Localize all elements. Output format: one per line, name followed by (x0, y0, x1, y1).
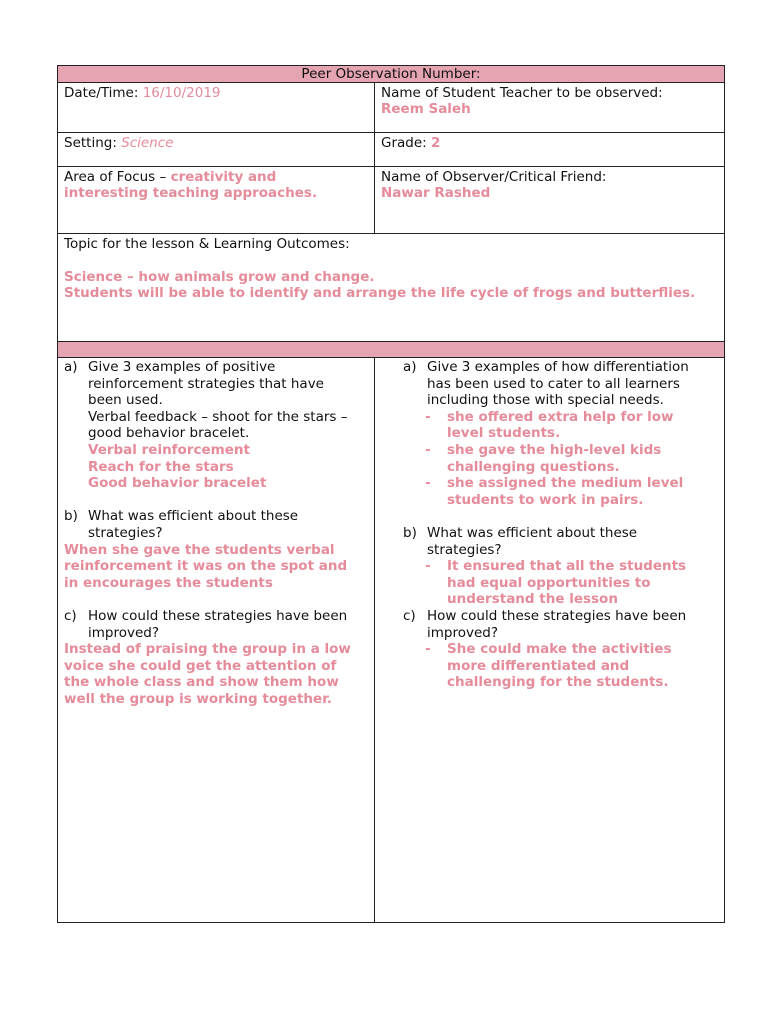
dash-marker: - (425, 408, 431, 425)
right-c-q1: How could these strategies have been (427, 607, 687, 624)
row-date-teacher (58, 83, 724, 133)
row-questions (58, 358, 724, 922)
focus-value-1: creativity and (170, 169, 277, 185)
dash-marker: - (425, 441, 431, 458)
left-question-a (64, 359, 368, 492)
left-b-answer: reinforcement it was on the spot and (64, 558, 348, 575)
right-c-answer: She could make the activities (447, 641, 672, 658)
left-c-marker: c) (64, 607, 77, 624)
teacher-value: Reem Saleh (381, 101, 471, 117)
left-column (58, 358, 375, 922)
dash-marker: - (425, 558, 431, 575)
right-b-answer: understand the lesson (447, 591, 618, 608)
left-a-q1: Give 3 examples of positive (88, 359, 276, 375)
left-a-answer: Good behavior bracelet (88, 475, 267, 492)
grade-value: 2 (431, 135, 441, 151)
right-b-answer: It ensured that all the students (447, 558, 687, 575)
left-a-answer: Reach for the stars (88, 458, 234, 475)
right-c-marker: c) (403, 607, 416, 624)
right-c-bullet (425, 641, 718, 691)
setting-label: Setting: (64, 135, 122, 151)
right-a-answer: she offered extra help for low (447, 408, 674, 425)
form-header (58, 66, 724, 83)
right-a-answer: students to work in pairs. (447, 491, 644, 508)
left-c-answer: well the group is working together. (64, 690, 333, 707)
right-a-bullet (425, 409, 718, 442)
left-c-answer: voice she could get the attention of (64, 657, 337, 674)
setting-cell (58, 133, 375, 166)
focus-label: Area of Focus – (64, 169, 171, 185)
focus-value-2: interesting teaching approaches. (64, 185, 318, 201)
right-a-answer: level students. (447, 425, 561, 442)
right-b-marker: b) (403, 524, 417, 541)
teacher-cell (375, 83, 724, 132)
form-title: Peer Observation Number: (301, 66, 481, 82)
observation-form (57, 65, 725, 923)
right-a-bullet (425, 475, 718, 508)
right-c-answer: more differentiated and (447, 657, 630, 674)
observer-label: Name of Observer/Critical Friend: (381, 169, 607, 185)
left-c-q2: improved? (88, 624, 160, 641)
teacher-label: Name of Student Teacher to be observed: (381, 85, 663, 101)
right-a-q3: including those with special needs. (427, 392, 664, 409)
date-cell (58, 83, 375, 132)
topic-cell (58, 234, 724, 341)
right-a-bullet (425, 442, 718, 475)
left-c-answer: Instead of praising the group in a low (64, 641, 351, 658)
right-a-q1: Give 3 examples of how differentiation (427, 359, 689, 375)
right-a-answer: challenging questions. (447, 458, 620, 475)
right-a-answer: she assigned the medium level (447, 475, 684, 492)
left-a-q4: Verbal feedback – shoot for the stars – (88, 408, 348, 425)
right-a-marker: a) (403, 359, 417, 375)
right-c-q2: improved? (427, 624, 499, 641)
dash-marker: - (425, 641, 431, 658)
observer-cell (375, 167, 724, 233)
left-a-q3: been used. (88, 392, 163, 409)
dash-marker: - (425, 475, 431, 492)
right-question-a (403, 359, 718, 409)
left-b-q1: What was efficient about these (88, 508, 299, 525)
right-question-c (403, 608, 718, 641)
left-a-q2: reinforcement strategies that have (88, 375, 324, 392)
right-c-answer: challenging for the students. (447, 674, 669, 691)
left-a-marker: a) (64, 359, 78, 375)
left-c-q1: How could these strategies have been (88, 607, 348, 624)
left-b-marker: b) (64, 508, 78, 525)
grade-label: Grade: (381, 135, 431, 151)
topic-line-1: Science – how animals grow and change. (64, 269, 375, 285)
section-divider (58, 342, 724, 358)
right-a-q2: has been used to cater to all learners (427, 375, 680, 392)
right-b-bullet (425, 558, 718, 608)
setting-value: Science (121, 135, 174, 151)
right-question-b (403, 525, 718, 558)
left-a-q5: good behavior bracelet. (88, 425, 250, 442)
left-b-answer: in encourages the students (64, 574, 273, 591)
date-value: 16/10/2019 (142, 85, 221, 101)
right-b-answer: had equal opportunities to (447, 574, 651, 591)
date-label: Date/Time: (64, 85, 143, 101)
grade-cell (375, 133, 724, 166)
row-topic (58, 234, 724, 342)
left-a-answer: Verbal reinforcement (88, 441, 250, 458)
topic-label: Topic for the lesson & Learning Outcomes: (64, 236, 350, 252)
focus-cell (58, 167, 375, 233)
right-b-q2: strategies? (427, 541, 502, 558)
row-setting-grade (58, 133, 724, 167)
left-question-b (64, 508, 368, 541)
left-b-answer: When she gave the students verbal (64, 541, 335, 558)
topic-line-2: Students will be able to identify and arrange the life cycle of frogs and butterflies. (64, 285, 696, 301)
observer-value: Nawar Rashed (381, 185, 491, 201)
left-question-c (64, 608, 368, 641)
left-c-answer: the whole class and show them how (64, 674, 339, 691)
row-focus-observer (58, 167, 724, 234)
right-column (375, 358, 724, 922)
left-b-q2: strategies? (88, 524, 163, 541)
right-a-answer: she gave the high-level kids (447, 441, 662, 458)
right-b-q1: What was efficient about these (427, 524, 638, 541)
